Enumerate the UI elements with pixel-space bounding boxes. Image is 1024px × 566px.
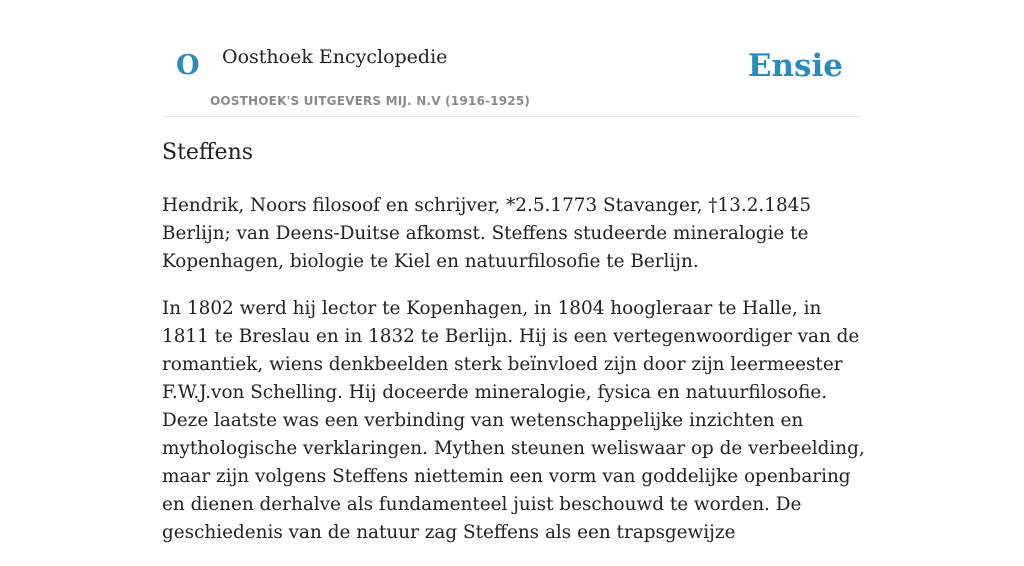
article-paragraph: In 1802 werd hij lector te Kopenhagen, in 1804 hoogleraar te Halle, in 1811 te Breslau en in 1832 te Berlijn. Hij is een vertegenwoordiger van de romantiek, wiens denkbeelden sterk beïnvloed zijn door zijn leermeester F.W.J.von Schelling. Hij doceerde mineralogie, fysica en natuurfilosofie. Deze laatste was een verbinding van wetenschappelijke inzichten en mythologische verklaringen. Mythen steunen weliswaar op de verbeelding, maar zijn volgens Steffens niettemin een vorm van goddelijke openbaring en dienen derhalve als fundamenteel juist beschouwd te worden. De geschiedenis van de natuur zag Steffens als een trapsgewijze xyxy=(162,298,865,543)
publisher-label: OOSTHOEK'S UITGEVERS MIJ. N.V (1916-1925) xyxy=(210,94,531,108)
encyclopedia-logo[interactable]: O xyxy=(176,50,200,81)
encyclopedia-title[interactable]: Oosthoek Encyclopedie xyxy=(222,46,448,68)
article-paragraph: Hendrik, Noors filosoof en schrijver, *2.5.1773 Stavanger, †13.2.1845 Berlijn; van Deens-Duitse afkomst. Steffens studeerde mineralogie te Kopenhagen, biologie te Kiel en natuurfilosofie te Berlijn. xyxy=(162,195,812,272)
site-header xyxy=(162,0,862,117)
article-title: Steffens xyxy=(162,140,254,165)
ensie-brand-link[interactable]: Ensie xyxy=(747,48,843,84)
article-body xyxy=(162,192,867,566)
